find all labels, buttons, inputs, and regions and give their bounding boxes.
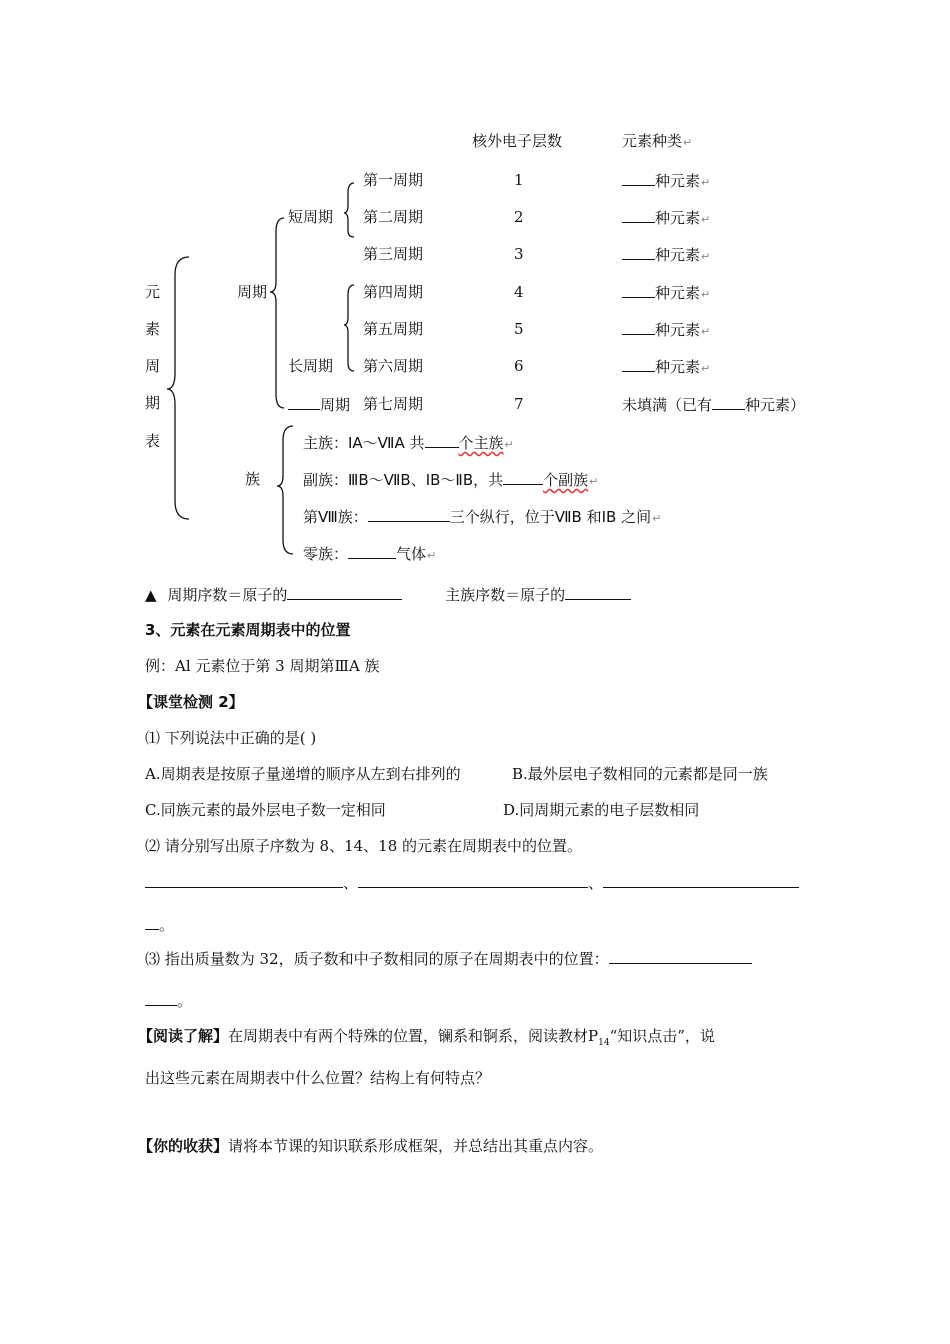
section3-title: 3、元素在元素周期表中的位置 xyxy=(145,621,351,639)
period-1-name: 第一周期 xyxy=(363,171,424,189)
short-period-brace xyxy=(342,181,358,237)
period-1-kinds: 种元素↵ xyxy=(622,170,710,193)
period-2-name: 第二周期 xyxy=(363,208,424,226)
root-char-1: 元 xyxy=(145,283,161,301)
group-zero: 零族： 气体↵ xyxy=(303,545,437,563)
check-q3: ⑶ 指出质量数为 32，质子数和中子数相同的原子在周期表中的位置： xyxy=(145,948,752,969)
check-q2-answer-end: 。 xyxy=(145,914,174,935)
period-1-layers: 1 xyxy=(514,171,524,189)
check-q1-option-d: D.同周期元素的电子层数相同 xyxy=(503,801,700,819)
period-7-layers: 7 xyxy=(514,395,524,413)
group-sub: 副族：ⅢB～ⅦB、ⅠB～ⅡB，共 个副族↵ xyxy=(303,471,599,489)
period-5-kinds: 种元素↵ xyxy=(622,319,710,342)
group-brace xyxy=(275,424,297,558)
period-6-name: 第六周期 xyxy=(363,357,424,375)
incomplete-period-label: 周期 xyxy=(288,394,350,415)
root-char-3: 周 xyxy=(145,357,161,375)
section3-example: 例：Al 元素位于第 3 周期第ⅢA 族 xyxy=(145,657,380,675)
check-title: 【课堂检测 2】 xyxy=(138,693,244,711)
check-q2: ⑵ 请分别写出原子序数为 8、14、18 的元素在周期表中的位置。 xyxy=(145,837,583,855)
period-2-kinds: 种元素↵ xyxy=(622,207,710,230)
root-brace xyxy=(165,255,195,525)
period-6-kinds: 种元素↵ xyxy=(622,356,710,379)
root-char-2: 素 xyxy=(145,320,161,338)
return-mark: ↵ xyxy=(683,136,693,149)
period-5-layers: 5 xyxy=(514,320,524,338)
group-eighth: 第Ⅷ族： 三个纵行，位于ⅦB 和ⅠB 之间↵ xyxy=(303,508,662,526)
note-line: ▲ 周期序数＝原子的 主族序数＝原子的 xyxy=(145,584,631,605)
reading-line-2: 出这些元素在周期表中什么位置？结构上有何特点？ xyxy=(145,1069,491,1087)
period-3-name: 第三周期 xyxy=(363,245,424,263)
check-q1-option-a: A.周期表是按原子量递增的顺序从左到右排列的 xyxy=(145,765,461,783)
period-3-kinds: 种元素↵ xyxy=(622,244,710,267)
triangle-icon: ▲ xyxy=(145,586,157,604)
check-q1-option-c: C.同族元素的最外层电子数一定相同 xyxy=(145,801,386,819)
period-3-layers: 3 xyxy=(514,245,524,263)
period-7-kinds: 未填满（已有 种元素） xyxy=(622,396,806,414)
period-4-layers: 4 xyxy=(514,283,524,301)
period-2-layers: 2 xyxy=(514,208,524,226)
period-7-name: 第七周期 xyxy=(363,395,424,413)
branch-group: 族 xyxy=(245,470,261,488)
group-main: 主族：ⅠA～ⅦA 共 个主族↵ xyxy=(303,434,514,452)
root-char-4: 期 xyxy=(145,394,161,412)
period-4-name: 第四周期 xyxy=(363,283,424,301)
branch-period: 周期 xyxy=(237,283,268,301)
header-electron-layers: 核外电子层数 xyxy=(472,132,563,150)
long-period-brace xyxy=(342,283,358,373)
header-element-kinds: 元素种类↵ xyxy=(622,132,693,150)
reading-line-1: 【阅读了解】在周期表中有两个特殊的位置，镧系和锕系，阅读教材$P_{14}“$知识点击”，说 xyxy=(138,1027,715,1048)
gain-line: 【你的收获】请将本节课的知识联系形成框架，并总结出其重点内容。 xyxy=(138,1137,604,1155)
period-brace xyxy=(268,216,288,416)
period-5-name: 第五周期 xyxy=(363,320,424,338)
short-period-label: 短周期 xyxy=(288,208,334,226)
check-q1-option-b: B.最外层电子数相同的元素都是同一族 xyxy=(512,765,768,783)
long-period-label: 长周期 xyxy=(288,357,334,375)
check-q3-answer-end: 。 xyxy=(145,990,192,1011)
root-char-5: 表 xyxy=(145,432,161,450)
period-4-kinds: 种元素↵ xyxy=(622,282,710,305)
check-q2-answer-line: 、 、 xyxy=(145,872,799,893)
check-q1: ⑴ 下列说法中正确的是( ) xyxy=(145,729,317,747)
period-6-layers: 6 xyxy=(514,357,524,375)
